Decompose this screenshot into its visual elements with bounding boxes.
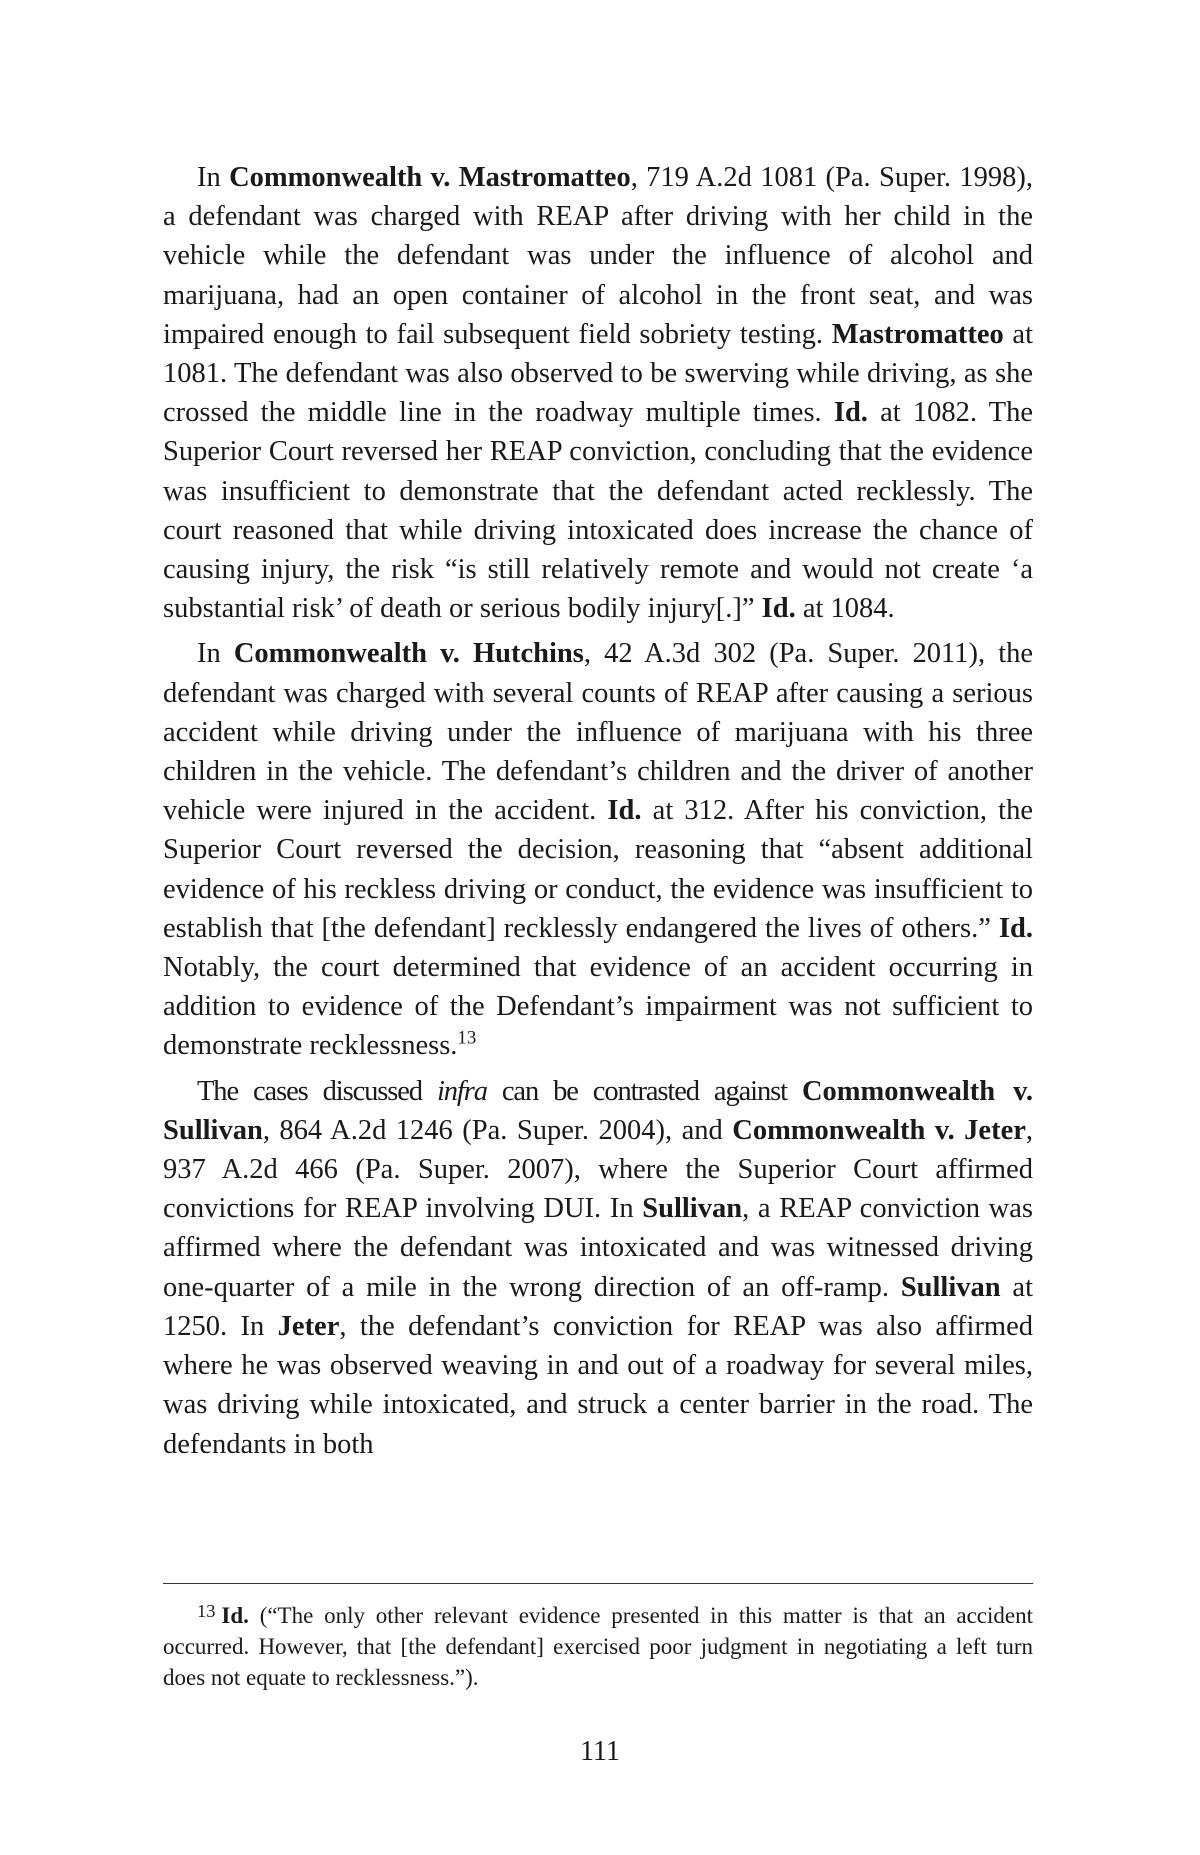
id-citation: Id. — [833, 397, 868, 429]
text-run: can be contrasted against — [486, 1075, 802, 1107]
text-run: at 312. After his conviction, the Superior Court reversed the decision, reasoning that “absent additional evidence of his reckless driving or conduct, the evidence was insufficient to establish that [the defendant] recklessly endangered the lives of others.” — [163, 795, 1033, 944]
text-run: The cases discussed — [197, 1075, 437, 1107]
text-run: , 719 A.2d 1081 (Pa. Super. 1998), a defendant was charged with REAP after driving with her child in the vehicle while the defendant was under the influence of alcohol and marijuana, had an open container of alcohol in the front seat, and was impaired enough to fail subsequent field sobriety testing. — [163, 162, 1033, 350]
text-run: at 1084. — [795, 593, 895, 625]
paragraph-sullivan-jeter — [163, 1072, 1033, 1464]
text-run: Notably, the court determined that evidence of an accident occurring in addition to evidence of the Defendant’s impairment was not sufficient to demonstrate recklessness. — [163, 952, 1033, 1062]
case-name-hutchins: Commonwealth v. Hutchins — [233, 638, 584, 670]
paragraph-mastromatteo — [163, 158, 1033, 628]
footnote-separator — [163, 1583, 1033, 1584]
case-short-name: Sullivan — [900, 1271, 1001, 1303]
footnote-number: 13 — [197, 1600, 216, 1621]
text-run: at 1081. The defendant was also observed to be swerving while driving, as she crossed the middle line in the roadway multiple times. — [163, 318, 1033, 429]
case-name-sullivan: Commonwealth v. Sullivan — [163, 1075, 1033, 1146]
case-name-mastromatteo: Commonwealth v. Mastromatteo — [229, 162, 631, 193]
paragraph-hutchins — [163, 634, 1033, 1065]
case-short-name: Sullivan — [642, 1193, 743, 1225]
text-run: , a REAP conviction was affirmed where the defendant was intoxicated and was witnessed driving one-quarter of a mile in the wrong direction of an off-ramp. — [163, 1193, 1033, 1303]
footnote-text: (“The only other relevant evidence presented in this matter is that an accident occurred. However, that [the defendant] exercised poor judgment in negotiating a left turn does not equate to recklessness.”). — [163, 1603, 1033, 1690]
case-short-name: Jeter — [277, 1310, 340, 1342]
page-number: 111 — [580, 1736, 620, 1767]
text-run: , 42 A.3d 302 (Pa. Super. 2011), the defendant was charged with several counts of REAP after causing a serious accident while driving under the influence of marijuana with his three children in the vehicle. The defendant’s children and the driver of another vehicle were injured in the accident. — [163, 638, 1034, 827]
footnote-13 — [163, 1600, 1033, 1693]
text-run: In — [197, 638, 234, 670]
id-citation: Id. — [998, 912, 1033, 944]
body-text — [163, 158, 1033, 1464]
id-citation: Id. — [221, 1603, 249, 1628]
case-name-jeter: Commonwealth v. Jeter — [732, 1114, 1026, 1146]
text-run: , 937 A.2d 466 (Pa. Super. 2007), where the Superior Court affirmed convictions for REAP involving DUI. In — [163, 1114, 1033, 1225]
id-citation: Id. — [761, 593, 796, 625]
text-run: , 864 A.2d 1246 (Pa. Super. 2004), and — [262, 1114, 733, 1146]
id-citation: Id. — [607, 795, 642, 827]
text-run: at 1250. In — [163, 1271, 1033, 1342]
footnote-reference-13[interactable]: 13 — [457, 1028, 477, 1050]
italic-term-infra: infra — [436, 1075, 487, 1107]
footnotes — [163, 1600, 1033, 1693]
text-run: at 1082. The Superior Court reversed her REAP conviction, concluding that the evidence was insufficient to demonstrate that the defendant acted recklessly. The court reasoned that while driving intoxicated does increase the chance of causing injury, the risk “is still relatively remote and would not create ‘a substantial risk’ of death or serious bodily injury[.]” — [163, 397, 1033, 625]
text-run: , the defendant’s conviction for REAP was also affirmed where he was observed weaving in and out of a roadway for several miles, was driving while intoxicated, and struck a center barrier in the road. The defendants in both — [163, 1310, 1034, 1460]
tight-line-run — [197, 1076, 802, 1107]
case-short-name: Mastromatteo — [831, 318, 1004, 350]
text-run: In — [197, 162, 230, 193]
